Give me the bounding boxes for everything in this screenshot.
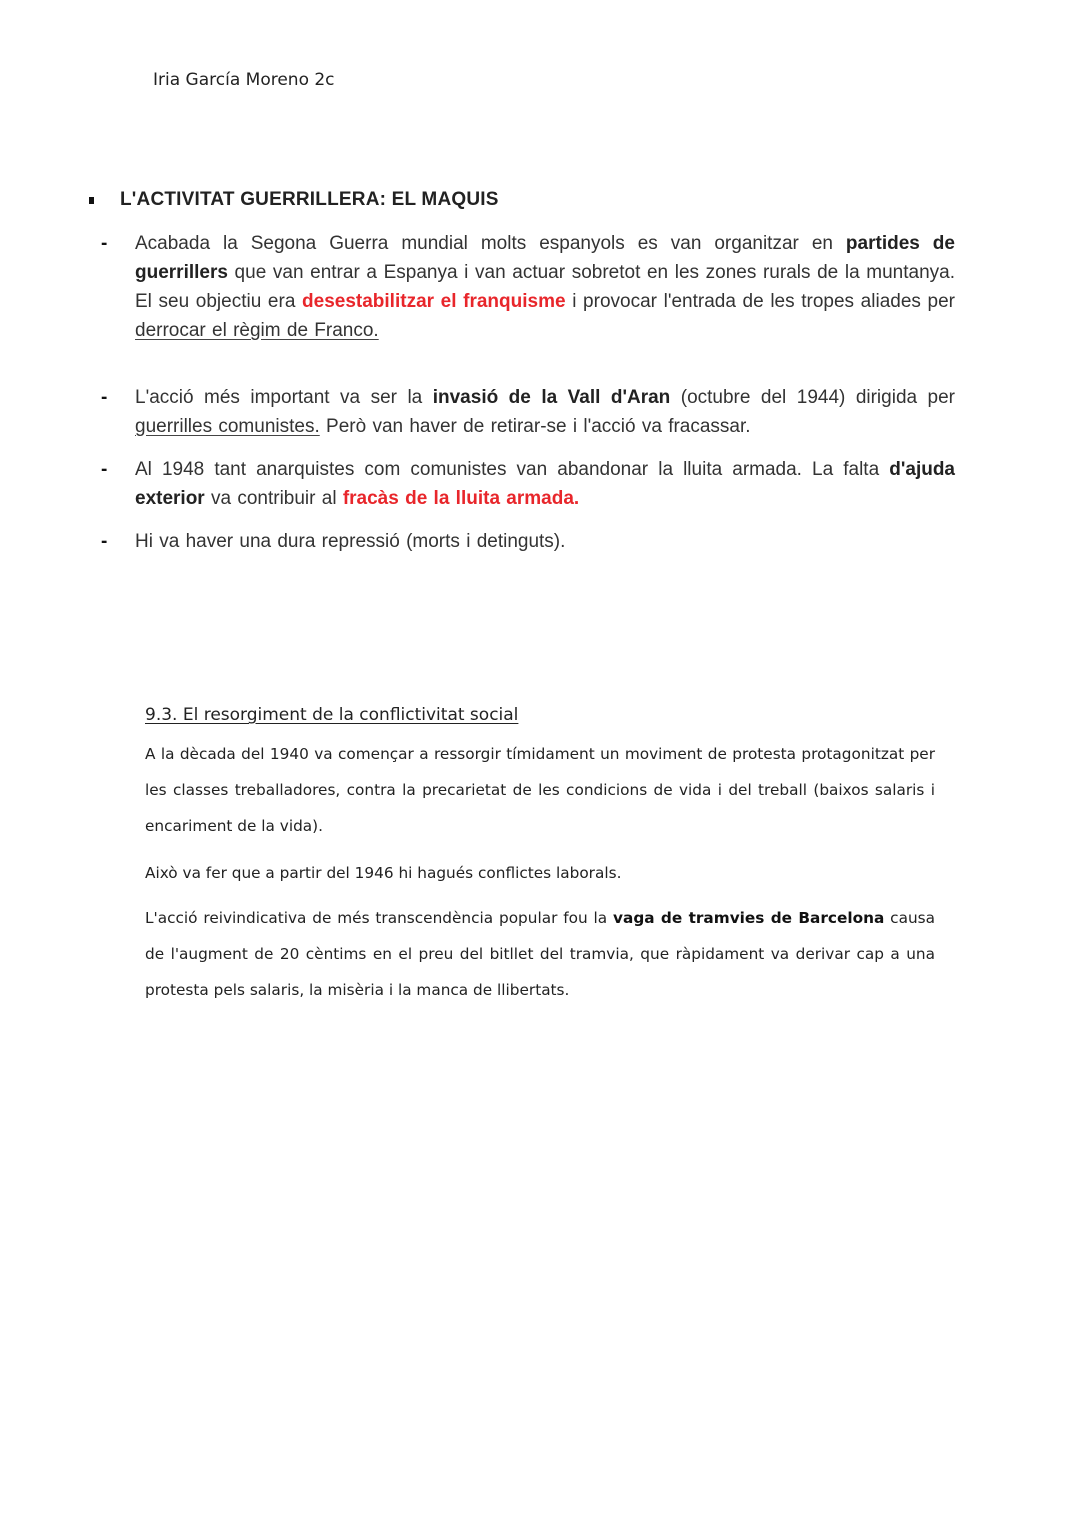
subsection-title: 9.3. El resorgiment de la conflictivitat social (145, 705, 519, 725)
underlined-text: guerrilles comunistes. (135, 416, 320, 437)
section-title: L'ACTIVITAT GUERRILLERA: EL MAQUIS (120, 189, 499, 210)
paragraph: L'acció reivindicativa de més transcendència popular fou la vaga de tramvies de Barcelona causa de l'augment de 20 cèntims en el preu del bitllet del tramvia, que ràpidament va derivar cap a una protesta pels salaris, la misèria i la manca de llibertats. (145, 909, 935, 999)
paragraph: Això va fer que a partir del 1946 hi hagués conflictes laborals. (145, 864, 622, 882)
dash-bullet-icon: - (101, 233, 108, 254)
bold-text: invasió de la Vall d'Aran (432, 387, 671, 408)
highlight-text: fracàs de la lluita armada. (342, 488, 580, 509)
bold-text: vaga de tramvies de Barcelona (613, 909, 885, 927)
paragraph: A la dècada del 1940 va començar a ressorgir tímidament un moviment de protesta protagonitzat per les classes treballadores, contra la precarietat de les condicions de vida i del treball (baixos salaris i encariment de la vida). (145, 745, 935, 835)
dash-bullet-icon: - (101, 531, 108, 552)
list-item: - L'acció més important va ser la invasió de la Vall d'Aran (octubre del 1944) dirigida per guerrilles comunistes. Però van haver de retirar-se i l'acció va fracassar. (135, 383, 955, 441)
list-item: - Hi va haver una dura repressió (morts i detinguts). (135, 527, 955, 556)
dash-bullet-icon: - (101, 387, 108, 408)
square-bullet-icon (89, 197, 94, 204)
bold-text: partides de guerrillers (135, 233, 955, 283)
highlight-text: desestabilitzar el franquisme (302, 291, 566, 312)
author-name: Iria García Moreno 2c (153, 70, 335, 90)
list-item: - Acabada la Segona Guerra mundial molts espanyols es van organitzar en partides de guerrillers que van entrar a Espanya i van actuar sobretot en les zones rurals de la muntanya. El seu objectiu era desestabilitzar el franquisme i provocar l'entrada de les tropes aliades per derrocar el règim de Franco. (135, 229, 955, 345)
list-item: - Al 1948 tant anarquistes com comunistes van abandonar la lluita armada. La falta d'ajuda exterior va contribuir al fracàs de la lluita armada. (135, 455, 955, 513)
dash-bullet-icon: - (101, 459, 108, 480)
underlined-text: derrocar el règim de Franco. (135, 320, 379, 341)
bold-text: d'ajuda exterior (135, 459, 955, 509)
